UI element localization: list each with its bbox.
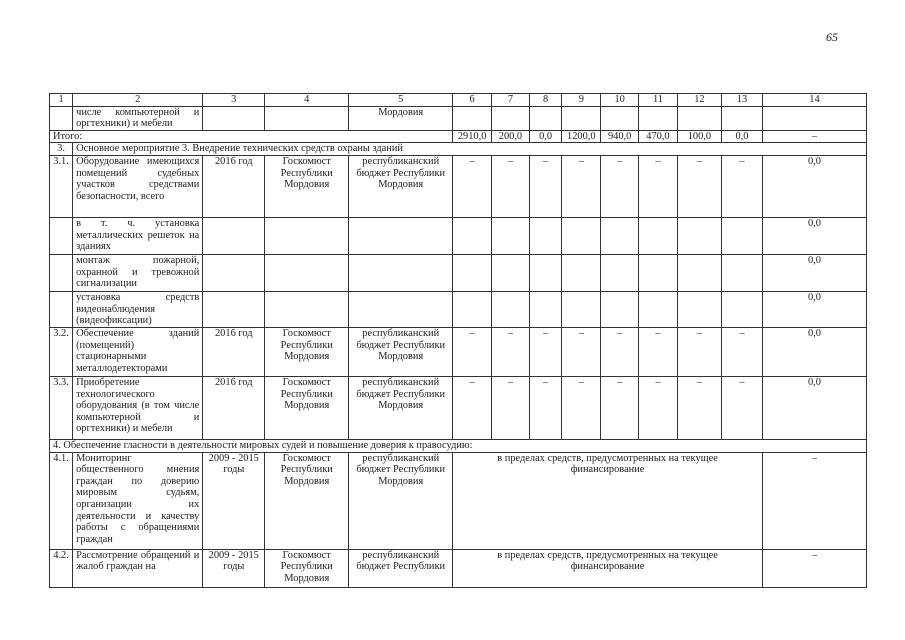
period-cell: 2016 год [203,155,265,217]
header-cell: 6 [453,94,492,107]
period-cell: 2009 - 2015 годы [203,549,265,587]
source-cell: республиканский бюджет Республики Мордовия [349,155,453,217]
num-cell: 3.3. [50,376,73,439]
value-cell: – [453,376,492,439]
period-cell: 2009 - 2015 годы [203,452,265,549]
source-cell: республиканский бюджет Республики Мордовия [349,327,453,376]
value-cell: – [562,327,601,376]
value-cell: – [721,327,762,376]
page-number: 65 [826,30,838,44]
header-cell: 14 [762,94,866,107]
executor-cell: Госкомюст Республики Мордовия [265,452,349,549]
measure-name-cell: числе компьютерной и оргтехники) и мебели [73,106,203,130]
value-cell: – [529,155,562,217]
source-cell: республиканский бюджет Республики Мордовия [349,376,453,439]
value-cell: – [453,327,492,376]
sub-row [50,291,867,327]
header-cell: 5 [349,94,453,107]
value-cell: – [562,155,601,217]
value-cell: – [762,549,866,587]
header-cell: 12 [677,94,721,107]
period-cell: 2016 год [203,327,265,376]
total-value: 200,0 [492,130,530,143]
value-cell: – [639,327,678,376]
value-cell: – [601,155,639,217]
value-cell: – [677,155,721,217]
value-cell: – [677,376,721,439]
program-measures-table [49,93,867,588]
header-cell: 9 [562,94,601,107]
num-cell: 4.1. [50,452,73,549]
total-value: – [762,130,866,143]
source-cell: республиканский бюджет Республики [349,549,453,587]
value-cell: 0,0 [762,327,866,376]
executor-cell: Госкомюст Республики Мордовия [265,327,349,376]
period-cell: 2016 год [203,376,265,439]
header-cell: 7 [492,94,530,107]
section-3-row [50,143,867,156]
measure-row-3-2 [50,327,867,376]
measure-row-3-3 [50,376,867,439]
measure-row-3-1 [50,155,867,217]
value-cell: – [601,376,639,439]
executor-cell [265,106,349,130]
total-value: 1200,0 [562,130,601,143]
measure-row-4-2 [50,549,867,587]
value-cell: – [492,376,530,439]
value-cell: – [529,327,562,376]
funding-note: в пределах средств, предусмотренных на текущее финансирование [453,549,763,587]
value-cell: 0,0 [762,291,866,327]
total-value: 2910,0 [453,130,492,143]
measure-name-cell: Приобретение технологического оборудования (в том числе компьютерной и оргтехники) и мебели [73,376,203,439]
total-value: 100,0 [677,130,721,143]
value-cell: – [721,155,762,217]
value-cell: – [762,452,866,549]
value-cell: – [721,376,762,439]
measure-name-cell: Рассмотрение обращений и жалоб граждан на [73,549,203,587]
measure-name-cell: Мониторинг общественного мнения граждан по доверию мировым судьям, организации их деятельности и качеству работы с обращениями граждан [73,452,203,549]
measure-name-cell: монтаж пожарной, охранной и тревожной сигнализации [73,254,203,291]
header-cell: 1 [50,94,73,107]
value-cell: – [453,155,492,217]
value-cell: 0,0 [762,376,866,439]
header-cell: 2 [73,94,203,107]
header-cell: 10 [601,94,639,107]
header-cell: 3 [203,94,265,107]
funding-note: в пределах средств, предусмотренных на текущее финансирование [453,452,763,549]
executor-cell: Госкомюст Республики Мордовия [265,549,349,587]
value-cell: – [562,376,601,439]
total-label: Итого: [50,130,453,143]
total-value: 940,0 [601,130,639,143]
value-cell: – [601,327,639,376]
source-cell: Мордовия [349,106,453,130]
total-value: 0,0 [529,130,562,143]
measure-name-cell: установка средств видеонаблюдения (видеофиксации) [73,291,203,327]
period-cell [203,106,265,130]
header-cell: 13 [721,94,762,107]
value-cell: – [677,327,721,376]
section-number: 3. [50,143,73,156]
sub-row [50,217,867,254]
num-cell [50,106,73,130]
header-cell: 8 [529,94,562,107]
value-cell: 0,0 [762,254,866,291]
total-value: 470,0 [639,130,678,143]
total-row [50,130,867,143]
value-cell: 0,0 [762,155,866,217]
section-title: 4. Обеспечение гласности в деятельности мировых судей и повышение доверия к правосудию: [50,439,867,452]
value-cell: 0,0 [762,217,866,254]
measure-row-4-1 [50,452,867,549]
measure-name-cell: в т. ч. установка металлических решеток на зданиях [73,217,203,254]
executor-cell: Госкомюст Республики Мордовия [265,155,349,217]
header-row [50,94,867,107]
section-title: Основное мероприятие 3. Внедрение технических средств охраны зданий [73,143,867,156]
value-cell: – [529,376,562,439]
value-cell: – [492,155,530,217]
value-cell: – [492,327,530,376]
total-value: 0,0 [721,130,762,143]
measure-name-cell: Оборудование имеющихся помещений судебных участков средствами безопасности, всего [73,155,203,217]
executor-cell: Госкомюст Республики Мордовия [265,376,349,439]
sub-row [50,254,867,291]
header-cell: 4 [265,94,349,107]
source-cell: республиканский бюджет Республики Мордовия [349,452,453,549]
num-cell: 3.1. [50,155,73,217]
value-cell: – [639,155,678,217]
num-cell: 4.2. [50,549,73,587]
continuation-row [50,106,867,130]
measure-name-cell: Обеспечение зданий (помещений) стационарными металлодетекторами [73,327,203,376]
num-cell: 3.2. [50,327,73,376]
section-4-row [50,439,867,452]
header-cell: 11 [639,94,678,107]
value-cell: – [639,376,678,439]
